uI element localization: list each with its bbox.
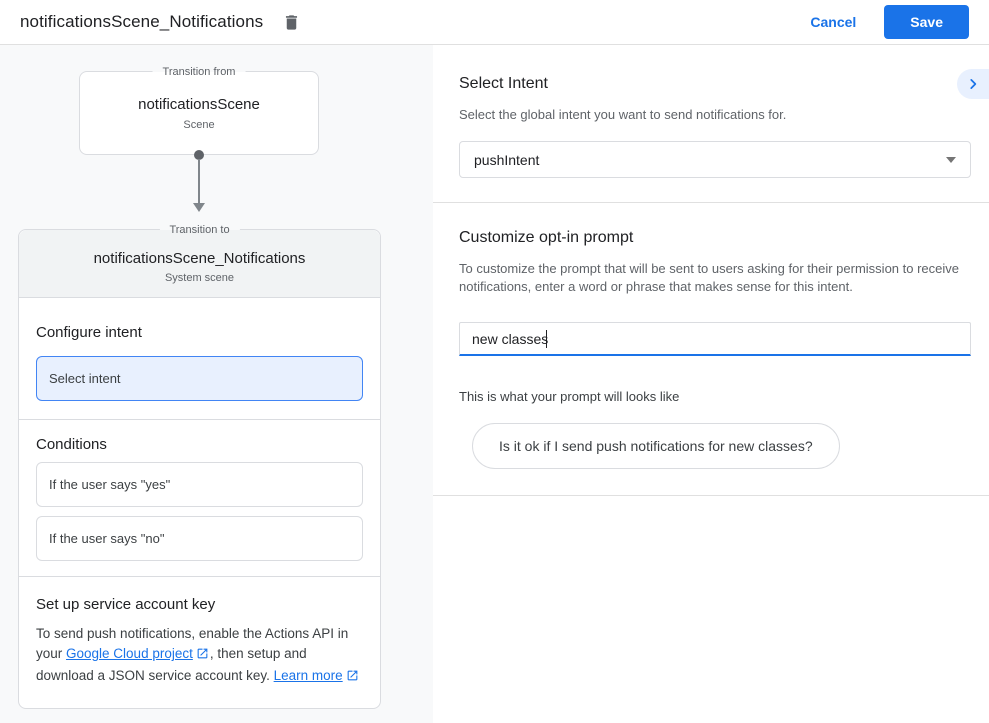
collapse-panel-button[interactable] [957,69,989,99]
transition-to-legend: Transition to [159,223,239,237]
scene-flow-panel [0,45,433,723]
service-text-part2: , then setup and download a JSON service account key. [36,646,307,683]
select-intent-description: Select the global intent you want to send notifications for. [459,107,787,122]
optin-heading: Customize opt-in prompt [459,229,634,246]
optin-prompt-input[interactable] [459,322,971,356]
delete-scene-button[interactable] [277,8,305,36]
configure-intent-heading: Configure intent [36,324,142,341]
transition-to-card [18,224,381,709]
transition-from-legend: Transition from [153,65,246,79]
service-text-part1: To send push notifications, enable the Actions API in your [36,626,349,661]
open-in-new-icon[interactable] [196,648,209,663]
select-intent-heading: Select Intent [459,75,548,92]
service-account-text [36,624,363,688]
prompt-preview-text: Is it ok if I send push notifications for new classes? [499,438,813,454]
select-intent-item[interactable] [36,356,363,401]
optin-prompt-section [433,203,989,495]
app-header [0,0,989,45]
page-title: notificationsScene_Notifications [20,12,264,31]
conditions-section [19,420,380,576]
save-button[interactable]: Save [884,5,969,39]
service-account-section [19,577,380,706]
chevron-down-icon [946,157,956,163]
optin-input-wrapper [459,322,971,356]
to-scene-name: notificationsScene_Notifications [93,250,306,267]
chevron-right-icon [966,77,980,91]
notification-settings-panel [433,45,989,723]
select-intent-section [433,45,989,202]
main-content [0,45,989,723]
select-intent-label: Select intent [49,371,121,386]
trash-icon [282,13,301,32]
to-scene-type: System scene [164,272,235,284]
conditions-heading: Conditions [36,436,107,453]
from-scene-name: notificationsScene [138,96,260,113]
google-cloud-project-link[interactable]: Google Cloud project [66,646,193,661]
from-scene-type: Scene [183,119,215,131]
destination-scene-header [19,230,380,298]
from-box-content [80,72,318,131]
learn-more-link[interactable]: Learn more [273,668,343,683]
configure-intent-section [19,298,380,419]
panel-divider [433,495,989,496]
prompt-preview-chip [472,423,840,469]
condition-label: If the user says "no" [49,531,165,546]
connector-line [198,159,200,204]
preview-caption: This is what your prompt will looks like [459,389,680,404]
open-in-new-icon[interactable] [346,670,359,685]
condition-item-no[interactable] [36,516,363,561]
condition-label: If the user says "yes" [49,477,171,492]
intent-dropdown-value: pushIntent [474,151,540,168]
service-account-heading: Set up service account key [36,596,216,613]
condition-item-yes[interactable] [36,462,363,507]
header-actions [810,5,969,39]
cancel-button[interactable]: Cancel [810,14,857,30]
connector-arrowhead-icon [193,203,205,212]
intent-dropdown[interactable] [459,141,971,178]
text-cursor [546,330,547,348]
transition-from-box[interactable] [79,66,319,155]
optin-description: To customize the prompt that will be sent to users asking for their permission to receive notifications, enter a word or phrase that makes sense for this intent. [459,261,959,294]
